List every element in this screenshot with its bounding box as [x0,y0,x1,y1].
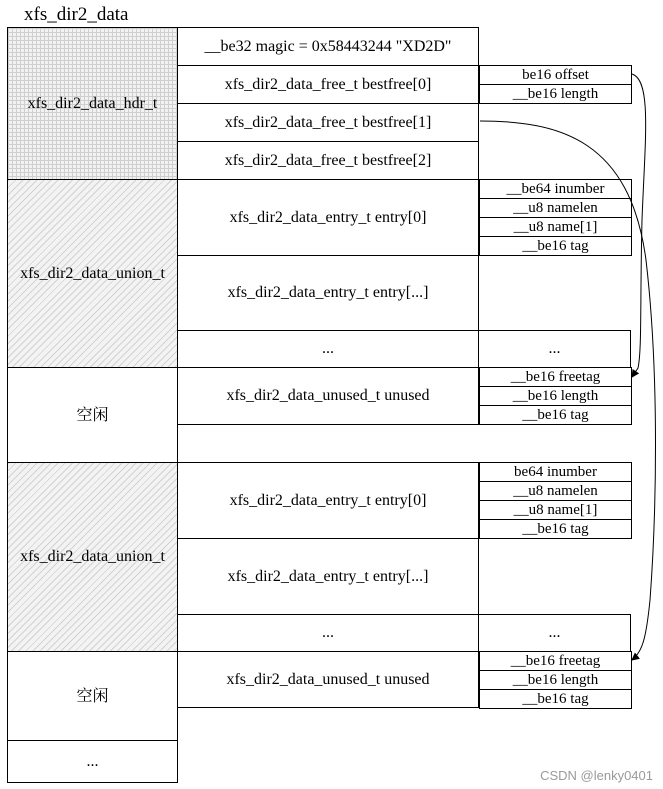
unused2-field-length-label: __be16 length [512,671,599,688]
free-field-length-label: __be16 length [512,85,599,102]
entry-right-ellipsis-label-2: ... [548,624,561,641]
watermark: CSDN @lenky0401 [540,768,653,783]
entry-ellipsis-label-2: ... [322,624,334,641]
entry-0-label-2: xfs_dir2_data_entry_t entry[0] [229,491,427,509]
unused1-field-tag-label: __be16 tag [522,406,589,423]
entry-n-label-1: xfs_dir2_data_entry_t entry[...] [227,284,429,301]
unused1-field-freetag-label: __be16 freetag [510,368,601,385]
unused2-field-tag-label: __be16 tag [522,690,589,707]
free-field-offset-label: be16 offset [522,66,589,83]
entry-right-ellipsis-label-1: ... [548,340,561,357]
entry2-field-name-label: __u8 name[1] [513,501,598,518]
free-label-2: 空闲 [76,686,109,705]
unused2-field-freetag-label: __be16 freetag [510,652,601,669]
free-label-1: 空闲 [76,405,109,424]
unused1-field-length-label: __be16 length [512,387,599,404]
entry-n-label-2: xfs_dir2_data_entry_t entry[...] [227,567,429,585]
entry-0-label-1: xfs_dir2_data_entry_t entry[0] [229,208,427,226]
unused-label-2: xfs_dir2_data_unused_t unused [226,670,430,688]
entry1-field-namelen-label: __u8 namelen [513,199,598,216]
entry2-field-namelen-label: __u8 namelen [513,482,598,499]
hdr-label: xfs_dir2_data_hdr_t [27,94,158,112]
trailing-ellipsis: ... [86,752,99,770]
bestfree-1-arrow [480,121,656,660]
union-label-2: xfs_dir2_data_union_t [20,548,165,565]
bestfree-1-label: xfs_dir2_data_free_t bestfree[1] [224,113,432,131]
entry-ellipsis-label-1: ... [322,340,334,357]
bestfree-0-label: xfs_dir2_data_free_t bestfree[0] [224,75,432,93]
entry2-field-inumber-label: be64 inumber [514,463,597,480]
unused-label-1: xfs_dir2_data_unused_t unused [226,387,430,404]
entry1-field-tag-label: __be16 tag [522,237,589,254]
bestfree-2-label: xfs_dir2_data_free_t bestfree[2] [224,151,432,169]
entry2-field-tag-label: __be16 tag [522,520,589,537]
union-label-1: xfs_dir2_data_union_t [20,264,165,282]
diagram-title: xfs_dir2_data [24,4,129,25]
entry1-field-name-label: __u8 name[1] [513,218,598,235]
entry1-field-inumber-label: __be64 inumber [506,180,605,197]
magic-label: __be32 magic = 0x58443244 "XD2D" [204,37,452,55]
